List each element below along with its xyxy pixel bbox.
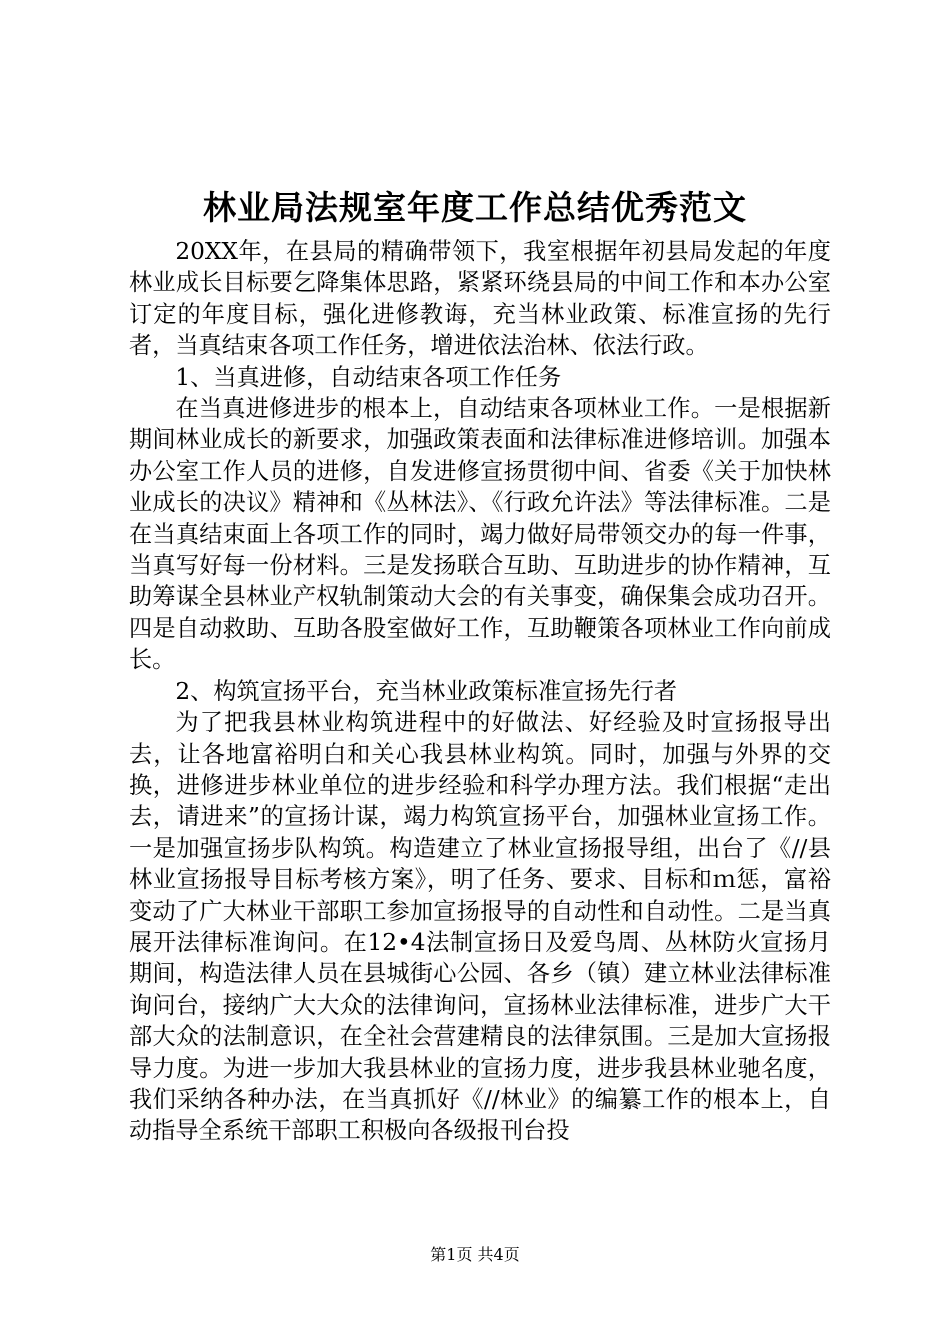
document-title: 林业局法规室年度工作总结优秀范文 — [203, 188, 747, 227]
section-heading-1: 1、当真进修，自动结束各项工作任务 — [175, 363, 562, 391]
document-body — [129, 236, 831, 1147]
section-1-paragraph: 在当真进修进步的根本上，自动结束各项林业工作。一是根据新期间林业成长的新要求，加强政策表面和法律标准进修培训。加强本办公室工作人员的进修，自发进修宣扬贯彻中间、省委《关于加快林业成长的决议》精神和《丛林法》、《行政允许法》等法律标准。二是在当真结束面上各项工作的同时，竭力做好局带领交办的每一件事，当真写好每一份材料。三是发扬联合互助、互助进步的协作精神，互助筹谋全县林业产权轨制策动大会的有关事变，确保集会成功召开。四是自动救助、互助各股室做好工作，互助鞭策各项林业工作向前成长。 — [129, 395, 831, 674]
section-2-paragraph: 为了把我县林业构筑进程中的好做法、好经验及时宣扬报导出去，让各地富裕明白和关心我县林业构筑。同时，加强与外界的交换，进修进步林业单位的进步经验和科学办理方法。我们根据“走出去，请进来”的宣扬计谋，竭力构筑宣扬平台，加强林业宣扬工作。一是加强宣扬步队构筑。构造建立了林业宣扬报导组，出台了《//县林业宣扬报导目标考核方案》，明了任务、要求、目标和ｍ惩，富裕变动了广大林业干部职工参加宣扬报导的自动性和自动性。二是当真展开法律标准询问。在12•4法制宣扬日及爱鸟周、丛林防火宣扬月期间，构造法律人员在县城街心公园、各乡（镇）建立林业法律标准询问台，接纳广大大众的法律询问，宣扬林业法律标准，进步广大干部大众的法制意识，在全社会营建精良的法律氛围。三是加大宣扬报导力度。为进一步加大我县林业的宣扬力度，进步我县林业驰名度，我们采纳各种办法，在当真抓好《//林业》的编纂工作的根本上，自动指导全系统干部职工积极向各级报刊台投 — [129, 709, 831, 1145]
section-heading-2: 2、构筑宣扬平台，充当林业政策标准宣扬先行者 — [175, 677, 678, 705]
intro-paragraph: 20XX年，在县局的精确带领下，我室根据年初县局发起的年度林业成长目标要乞降集体思路，紧紧环绕县局的中间工作和本办公室订定的年度目标，强化进修教诲，充当林业政策、标准宣扬的先行者，当真结束各项工作任务，增进依法治林、依法行政。 — [129, 238, 831, 360]
page-footer: 第1页 共4页 — [430, 1245, 520, 1264]
